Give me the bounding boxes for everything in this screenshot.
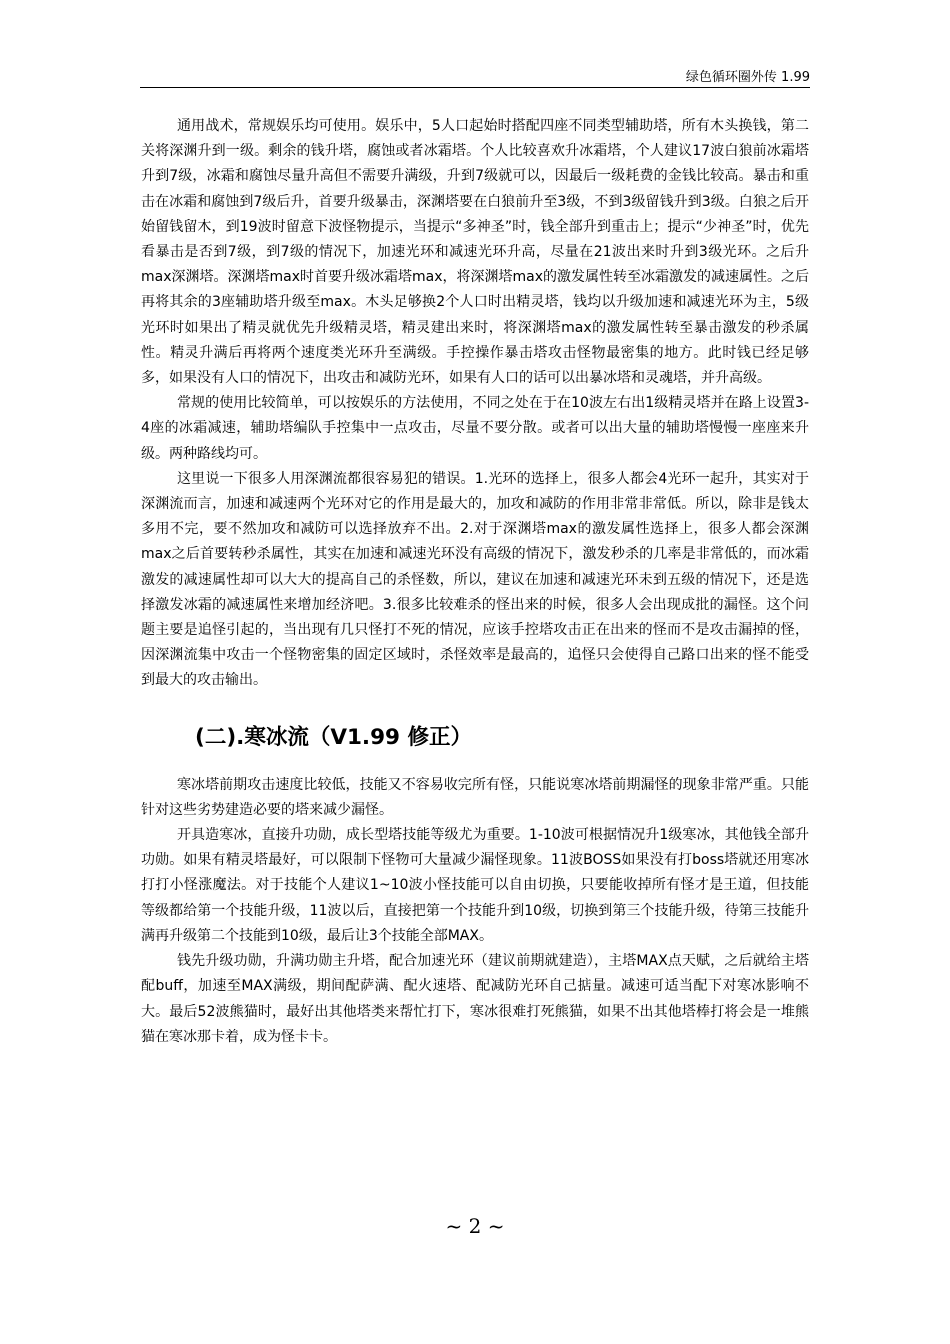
document-body bbox=[141, 114, 809, 1050]
page-header bbox=[140, 63, 810, 88]
paragraph-regular-usage: 常规的使用比较简单，可以按娱乐的方法使用，不同之处在于在10波左右出1级精灵塔并在路上设置3-4座的冰霜减速，辅助塔编队手控集中一点攻击，尽量不要分散。或者可以出大量的辅助塔慢慢一座座来升级。两种路线均可。 bbox=[141, 395, 809, 462]
paragraph-ice-money: 钱先升级功勋，升满功勋主升塔，配合加速光环（建议前期就建造），主塔MAX点天赋，之后就给主塔配buff，加速至MAX满级，期间配萨满、配火速塔、配减防光环自己掂量。减速可适当配下对寒冰影响不大。最后52波熊猫时，最好出其他塔类来帮忙打下，寒冰很难打死熊猫，如果不出其他塔棒打将会是一堆熊猫在寒冰那卡着，成为怪卡卡。 bbox=[141, 953, 809, 1045]
paragraph-entertainment-tactics: 通用战术，常规娱乐均可使用。娱乐中，5人口起始时搭配四座不同类型辅助塔，所有木头换钱，第二关将深渊升到一级。剩余的钱升塔，腐蚀或者冰霜塔。个人比较喜欢升冰霜塔，个人建议17波白狼前冰霜塔升到7级，冰霜和腐蚀尽量升高但不需要升满级，升到7级就可以，因最后一级耗费的金钱比较高。暴击和重击在冰霜和腐蚀到7级后升，首要升级暴击，深渊塔要在白狼前升至3级，不到3级留钱升到3级。白狼之后开始留钱留木，到19波时留意下波怪物提示，当提示“多神圣”时，钱全部升到重击上；提示“少神圣”时，优先看暴击是否到7级，到7级的情况下，加速光环和减速光环升高，尽量在21波出来时升到3级光环。之后升max深渊塔。深渊塔max时首要升级冰霜塔max，将深渊塔max的激发属性转至冰霜激发的减速属性。之后再将其余的3座辅助塔升级至max。木头足够换2个人口时出精灵塔，钱均以升级加速和减速光环为主，5级光环时如果出了精灵就优先升级精灵塔，精灵建出来时，将深渊塔max的激发属性转至暴击激发的秒杀属性。精灵升满后再将两个速度类光环升至满级。手控操作暴击塔攻击怪物最密集的地方。此时钱已经足够多，如果没有人口的情况下，出攻击和减防光环，如果有人口的话可以出暴冰塔和灵魂塔，并升高级。 bbox=[141, 118, 810, 387]
paragraph-common-mistakes: 这里说一下很多人用深渊流都很容易犯的错误。1.光环的选择上，很多人都会4光环一起升，其实对于深渊流而言，加速和减速两个光环对它的作用是最大的，加攻和减防的作用非常非常低。所以，除非是钱太多用不完，要不然加攻和减防可以选择放弃不出。2.对于深渊塔max的激发属性选择上，很多人都会深渊max之后首要转秒杀属性，其实在加速和减速光环没有高级的情况下，激发秒杀的几率是非常低的，而冰霜激发的减速属性却可以大大的提高自己的杀怪数，所以，建议在加速和减速光环未到五级的情况下，还是选择激发冰霜的减速属性来增加经济吧。3.很多比较难杀的怪出来的时候，很多人会出现成批的漏怪。这个问题主要是追怪引起的，当出现有几只怪打不死的情况，应该手控塔攻击正在出来的怪而不是攻击漏掉的怪，因深渊流集中攻击一个怪物密集的固定区域时，杀怪效率是最高的，追怪只会使得自己路口出来的怪不能受到最大的攻击输出。 bbox=[141, 470, 809, 689]
header-title: 绿色循环圈外传 1.99 bbox=[685, 70, 810, 85]
page-number: ~ 2 ~ bbox=[445, 1214, 505, 1238]
section-title: (二).寒冰流（V1.99 修正） bbox=[195, 724, 472, 750]
paragraph-ice-build: 开具造寒冰，直接升功勋，成长型塔技能等级尤为重要。1-10波可根据情况升1级寒冰，其他钱全部升功勋。如果有精灵塔最好，可以限制下怪物可大量减少漏怪现象。11波BOSS如果没有打boss塔就还用寒冰打打小怪涨魔法。对于技能个人建议1~10波小怪技能可以自由切换，只要能收掉所有怪才是王道，但技能等级都给第一个技能升级，11波以后，直接把第一个技能升到10级，切换到第三个技能升级，待第三技能升满再升级第二个技能到10级，最后让3个技能全部MAX。 bbox=[141, 827, 809, 944]
paragraph-ice-intro: 寒冰塔前期攻击速度比较低，技能又不容易收完所有怪，只能说寒冰塔前期漏怪的现象非常严重。只能针对这些劣势建造必要的塔来减少漏怪。 bbox=[141, 776, 809, 818]
